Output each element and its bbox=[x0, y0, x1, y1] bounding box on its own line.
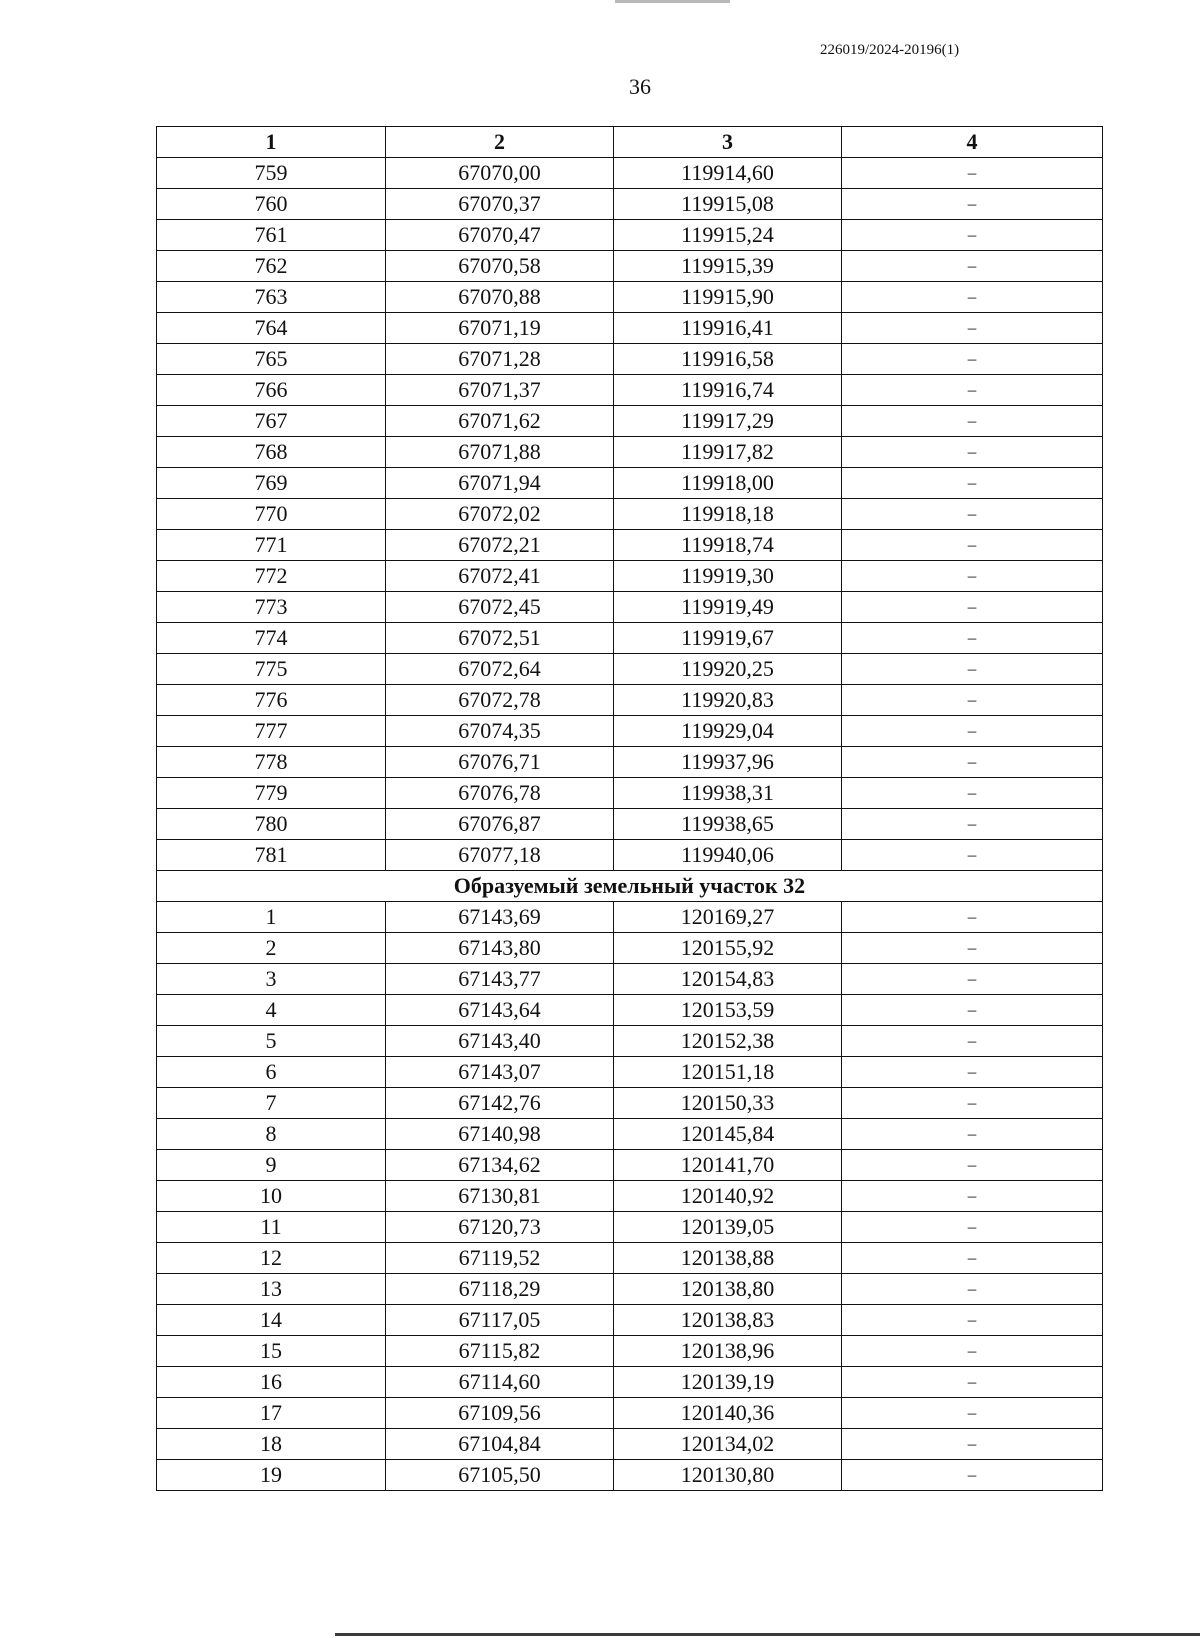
x-coordinate-cell: 67117,05 bbox=[386, 1305, 614, 1336]
table-row bbox=[157, 902, 1103, 933]
table-row bbox=[157, 623, 1103, 654]
y-coordinate-cell: 119915,90 bbox=[614, 282, 842, 313]
note-cell: – bbox=[842, 530, 1103, 561]
table-row bbox=[157, 561, 1103, 592]
x-coordinate-cell: 67115,82 bbox=[386, 1336, 614, 1367]
x-coordinate-cell: 67134,62 bbox=[386, 1150, 614, 1181]
point-number-cell: 772 bbox=[157, 561, 386, 592]
point-number-cell: 6 bbox=[157, 1057, 386, 1088]
note-cell: – bbox=[842, 468, 1103, 499]
point-number-cell: 771 bbox=[157, 530, 386, 561]
table-row bbox=[157, 1088, 1103, 1119]
x-coordinate-cell: 67070,37 bbox=[386, 189, 614, 220]
point-number-cell: 2 bbox=[157, 933, 386, 964]
note-cell: – bbox=[842, 1212, 1103, 1243]
table-row bbox=[157, 1212, 1103, 1243]
note-cell: – bbox=[842, 344, 1103, 375]
x-coordinate-cell: 67109,56 bbox=[386, 1398, 614, 1429]
y-coordinate-cell: 120139,05 bbox=[614, 1212, 842, 1243]
y-coordinate-cell: 119917,82 bbox=[614, 437, 842, 468]
section-title-row bbox=[157, 871, 1103, 902]
table-row bbox=[157, 189, 1103, 220]
table-row bbox=[157, 499, 1103, 530]
x-coordinate-cell: 67071,19 bbox=[386, 313, 614, 344]
table-row bbox=[157, 716, 1103, 747]
page-number: 36 bbox=[629, 74, 651, 99]
note-cell: – bbox=[842, 1460, 1103, 1491]
y-coordinate-cell: 119919,67 bbox=[614, 623, 842, 654]
x-coordinate-cell: 67076,87 bbox=[386, 809, 614, 840]
note-cell: – bbox=[842, 840, 1103, 871]
note-cell: – bbox=[842, 809, 1103, 840]
column-header-2: 2 bbox=[386, 127, 614, 158]
y-coordinate-cell: 120138,96 bbox=[614, 1336, 842, 1367]
x-coordinate-cell: 67071,28 bbox=[386, 344, 614, 375]
point-number-cell: 3 bbox=[157, 964, 386, 995]
note-cell: – bbox=[842, 995, 1103, 1026]
x-coordinate-cell: 67118,29 bbox=[386, 1274, 614, 1305]
point-number-cell: 12 bbox=[157, 1243, 386, 1274]
point-number-cell: 16 bbox=[157, 1367, 386, 1398]
note-cell: – bbox=[842, 1398, 1103, 1429]
note-cell: – bbox=[842, 685, 1103, 716]
column-header-3: 3 bbox=[614, 127, 842, 158]
note-cell: – bbox=[842, 1367, 1103, 1398]
y-coordinate-cell: 120138,80 bbox=[614, 1274, 842, 1305]
x-coordinate-cell: 67072,41 bbox=[386, 561, 614, 592]
point-number-cell: 774 bbox=[157, 623, 386, 654]
x-coordinate-cell: 67072,02 bbox=[386, 499, 614, 530]
y-coordinate-cell: 119914,60 bbox=[614, 158, 842, 189]
y-coordinate-cell: 120138,88 bbox=[614, 1243, 842, 1274]
point-number-cell: 780 bbox=[157, 809, 386, 840]
note-cell: – bbox=[842, 1429, 1103, 1460]
x-coordinate-cell: 67119,52 bbox=[386, 1243, 614, 1274]
table-section bbox=[157, 871, 1103, 902]
note-cell: – bbox=[842, 1119, 1103, 1150]
y-coordinate-cell: 119916,58 bbox=[614, 344, 842, 375]
x-coordinate-cell: 67070,00 bbox=[386, 158, 614, 189]
note-cell: – bbox=[842, 1026, 1103, 1057]
point-number-cell: 1 bbox=[157, 902, 386, 933]
table-row bbox=[157, 1398, 1103, 1429]
y-coordinate-cell: 120150,33 bbox=[614, 1088, 842, 1119]
x-coordinate-cell: 67143,64 bbox=[386, 995, 614, 1026]
x-coordinate-cell: 67072,51 bbox=[386, 623, 614, 654]
section-title: Образуемый земельный участок 32 bbox=[157, 871, 1103, 902]
note-cell: – bbox=[842, 189, 1103, 220]
point-number-cell: 761 bbox=[157, 220, 386, 251]
y-coordinate-cell: 119917,29 bbox=[614, 406, 842, 437]
note-cell: – bbox=[842, 1274, 1103, 1305]
table-row bbox=[157, 1274, 1103, 1305]
point-number-cell: 770 bbox=[157, 499, 386, 530]
scan-edge-mark-bottom bbox=[335, 1633, 1200, 1636]
note-cell: – bbox=[842, 716, 1103, 747]
point-number-cell: 11 bbox=[157, 1212, 386, 1243]
table-row bbox=[157, 437, 1103, 468]
x-coordinate-cell: 67072,64 bbox=[386, 654, 614, 685]
y-coordinate-cell: 120169,27 bbox=[614, 902, 842, 933]
table-header-row bbox=[157, 127, 1103, 158]
point-number-cell: 18 bbox=[157, 1429, 386, 1460]
y-coordinate-cell: 120152,38 bbox=[614, 1026, 842, 1057]
y-coordinate-cell: 119916,74 bbox=[614, 375, 842, 406]
x-coordinate-cell: 67130,81 bbox=[386, 1181, 614, 1212]
table-row bbox=[157, 406, 1103, 437]
table-row bbox=[157, 747, 1103, 778]
point-number-cell: 779 bbox=[157, 778, 386, 809]
table-row bbox=[157, 375, 1103, 406]
point-number-cell: 777 bbox=[157, 716, 386, 747]
y-coordinate-cell: 119937,96 bbox=[614, 747, 842, 778]
x-coordinate-cell: 67071,94 bbox=[386, 468, 614, 499]
table-row bbox=[157, 809, 1103, 840]
note-cell: – bbox=[842, 251, 1103, 282]
table-row bbox=[157, 933, 1103, 964]
y-coordinate-cell: 119915,24 bbox=[614, 220, 842, 251]
x-coordinate-cell: 67072,45 bbox=[386, 592, 614, 623]
note-cell: – bbox=[842, 499, 1103, 530]
x-coordinate-cell: 67072,21 bbox=[386, 530, 614, 561]
note-cell: – bbox=[842, 561, 1103, 592]
note-cell: – bbox=[842, 375, 1103, 406]
note-cell: – bbox=[842, 437, 1103, 468]
point-number-cell: 14 bbox=[157, 1305, 386, 1336]
point-number-cell: 781 bbox=[157, 840, 386, 871]
point-number-cell: 768 bbox=[157, 437, 386, 468]
point-number-cell: 776 bbox=[157, 685, 386, 716]
x-coordinate-cell: 67114,60 bbox=[386, 1367, 614, 1398]
y-coordinate-cell: 120139,19 bbox=[614, 1367, 842, 1398]
x-coordinate-cell: 67076,78 bbox=[386, 778, 614, 809]
point-number-cell: 763 bbox=[157, 282, 386, 313]
table-row bbox=[157, 251, 1103, 282]
table-row bbox=[157, 1150, 1103, 1181]
table-row bbox=[157, 840, 1103, 871]
table-row bbox=[157, 1119, 1103, 1150]
point-number-cell: 764 bbox=[157, 313, 386, 344]
y-coordinate-cell: 120140,92 bbox=[614, 1181, 842, 1212]
table-row bbox=[157, 1243, 1103, 1274]
y-coordinate-cell: 119938,65 bbox=[614, 809, 842, 840]
x-coordinate-cell: 67071,62 bbox=[386, 406, 614, 437]
x-coordinate-cell: 67074,35 bbox=[386, 716, 614, 747]
point-number-cell: 760 bbox=[157, 189, 386, 220]
y-coordinate-cell: 120138,83 bbox=[614, 1305, 842, 1336]
x-coordinate-cell: 67143,80 bbox=[386, 933, 614, 964]
table-row bbox=[157, 685, 1103, 716]
x-coordinate-cell: 67070,88 bbox=[386, 282, 614, 313]
point-number-cell: 10 bbox=[157, 1181, 386, 1212]
note-cell: – bbox=[842, 158, 1103, 189]
y-coordinate-cell: 120134,02 bbox=[614, 1429, 842, 1460]
y-coordinate-cell: 119915,08 bbox=[614, 189, 842, 220]
note-cell: – bbox=[842, 1057, 1103, 1088]
y-coordinate-cell: 119915,39 bbox=[614, 251, 842, 282]
point-number-cell: 762 bbox=[157, 251, 386, 282]
x-coordinate-cell: 67070,58 bbox=[386, 251, 614, 282]
y-coordinate-cell: 119929,04 bbox=[614, 716, 842, 747]
y-coordinate-cell: 119918,00 bbox=[614, 468, 842, 499]
x-coordinate-cell: 67077,18 bbox=[386, 840, 614, 871]
point-number-cell: 8 bbox=[157, 1119, 386, 1150]
note-cell: – bbox=[842, 220, 1103, 251]
note-cell: – bbox=[842, 1150, 1103, 1181]
point-number-cell: 4 bbox=[157, 995, 386, 1026]
note-cell: – bbox=[842, 592, 1103, 623]
y-coordinate-cell: 120154,83 bbox=[614, 964, 842, 995]
table-row bbox=[157, 282, 1103, 313]
x-coordinate-cell: 67104,84 bbox=[386, 1429, 614, 1460]
note-cell: – bbox=[842, 654, 1103, 685]
table-row bbox=[157, 1336, 1103, 1367]
table-row bbox=[157, 1367, 1103, 1398]
point-number-cell: 773 bbox=[157, 592, 386, 623]
table-row bbox=[157, 530, 1103, 561]
table-row bbox=[157, 995, 1103, 1026]
column-header-1: 1 bbox=[157, 127, 386, 158]
point-number-cell: 775 bbox=[157, 654, 386, 685]
point-number-cell: 7 bbox=[157, 1088, 386, 1119]
point-number-cell: 15 bbox=[157, 1336, 386, 1367]
note-cell: – bbox=[842, 778, 1103, 809]
table-row bbox=[157, 1181, 1103, 1212]
x-coordinate-cell: 67143,77 bbox=[386, 964, 614, 995]
point-number-cell: 19 bbox=[157, 1460, 386, 1491]
table-row bbox=[157, 220, 1103, 251]
scan-edge-mark-top bbox=[615, 0, 730, 3]
x-coordinate-cell: 67070,47 bbox=[386, 220, 614, 251]
point-number-cell: 9 bbox=[157, 1150, 386, 1181]
table-row bbox=[157, 1305, 1103, 1336]
x-coordinate-cell: 67143,69 bbox=[386, 902, 614, 933]
table-row bbox=[157, 1026, 1103, 1057]
y-coordinate-cell: 120141,70 bbox=[614, 1150, 842, 1181]
x-coordinate-cell: 67071,37 bbox=[386, 375, 614, 406]
coordinates-table bbox=[156, 126, 1103, 1491]
point-number-cell: 769 bbox=[157, 468, 386, 499]
table-row bbox=[157, 468, 1103, 499]
point-number-cell: 17 bbox=[157, 1398, 386, 1429]
note-cell: – bbox=[842, 747, 1103, 778]
table-row bbox=[157, 158, 1103, 189]
point-number-cell: 13 bbox=[157, 1274, 386, 1305]
note-cell: – bbox=[842, 964, 1103, 995]
note-cell: – bbox=[842, 1181, 1103, 1212]
y-coordinate-cell: 120151,18 bbox=[614, 1057, 842, 1088]
x-coordinate-cell: 67076,71 bbox=[386, 747, 614, 778]
y-coordinate-cell: 119940,06 bbox=[614, 840, 842, 871]
table-row bbox=[157, 1460, 1103, 1491]
table-row bbox=[157, 654, 1103, 685]
y-coordinate-cell: 120145,84 bbox=[614, 1119, 842, 1150]
note-cell: – bbox=[842, 406, 1103, 437]
table-body-part1 bbox=[157, 158, 1103, 871]
note-cell: – bbox=[842, 282, 1103, 313]
x-coordinate-cell: 67143,07 bbox=[386, 1057, 614, 1088]
x-coordinate-cell: 67140,98 bbox=[386, 1119, 614, 1150]
note-cell: – bbox=[842, 933, 1103, 964]
note-cell: – bbox=[842, 1088, 1103, 1119]
y-coordinate-cell: 120130,80 bbox=[614, 1460, 842, 1491]
y-coordinate-cell: 120140,36 bbox=[614, 1398, 842, 1429]
x-coordinate-cell: 67072,78 bbox=[386, 685, 614, 716]
y-coordinate-cell: 119918,74 bbox=[614, 530, 842, 561]
point-number-cell: 778 bbox=[157, 747, 386, 778]
column-header-4: 4 bbox=[842, 127, 1103, 158]
point-number-cell: 765 bbox=[157, 344, 386, 375]
table-body-part2 bbox=[157, 902, 1103, 1491]
y-coordinate-cell: 119920,25 bbox=[614, 654, 842, 685]
table-row bbox=[157, 1057, 1103, 1088]
y-coordinate-cell: 120153,59 bbox=[614, 995, 842, 1026]
table-row bbox=[157, 313, 1103, 344]
note-cell: – bbox=[842, 902, 1103, 933]
note-cell: – bbox=[842, 313, 1103, 344]
document-number: 226019/2024-20196(1) bbox=[820, 42, 960, 58]
table-row bbox=[157, 592, 1103, 623]
table-row bbox=[157, 778, 1103, 809]
point-number-cell: 5 bbox=[157, 1026, 386, 1057]
x-coordinate-cell: 67105,50 bbox=[386, 1460, 614, 1491]
point-number-cell: 767 bbox=[157, 406, 386, 437]
y-coordinate-cell: 119916,41 bbox=[614, 313, 842, 344]
y-coordinate-cell: 119919,49 bbox=[614, 592, 842, 623]
y-coordinate-cell: 119938,31 bbox=[614, 778, 842, 809]
y-coordinate-cell: 119920,83 bbox=[614, 685, 842, 716]
note-cell: – bbox=[842, 1336, 1103, 1367]
x-coordinate-cell: 67142,76 bbox=[386, 1088, 614, 1119]
y-coordinate-cell: 119918,18 bbox=[614, 499, 842, 530]
y-coordinate-cell: 120155,92 bbox=[614, 933, 842, 964]
table-row bbox=[157, 344, 1103, 375]
y-coordinate-cell: 119919,30 bbox=[614, 561, 842, 592]
x-coordinate-cell: 67071,88 bbox=[386, 437, 614, 468]
point-number-cell: 759 bbox=[157, 158, 386, 189]
note-cell: – bbox=[842, 1305, 1103, 1336]
table-row bbox=[157, 1429, 1103, 1460]
note-cell: – bbox=[842, 1243, 1103, 1274]
point-number-cell: 766 bbox=[157, 375, 386, 406]
x-coordinate-cell: 67143,40 bbox=[386, 1026, 614, 1057]
x-coordinate-cell: 67120,73 bbox=[386, 1212, 614, 1243]
table-row bbox=[157, 964, 1103, 995]
note-cell: – bbox=[842, 623, 1103, 654]
